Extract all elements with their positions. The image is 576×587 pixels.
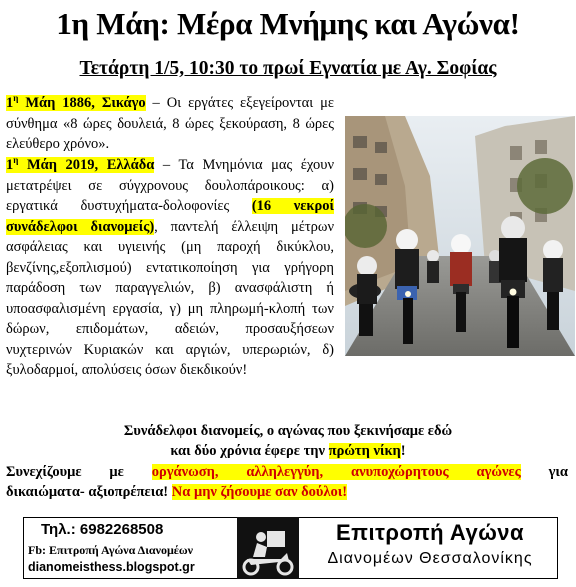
rider-logo-illustration <box>237 517 299 579</box>
page-title: 1η Μάη: Μέρα Μνήμης και Αγώνα! <box>56 6 520 41</box>
paragraph-1886 <box>6 93 334 155</box>
committee-title: Επιτροπή Αγώνα <box>335 520 525 545</box>
first-victory-highlight: πρώτη νίκη <box>328 443 401 459</box>
not-slaves-highlight: Να μην ζήσουμε σαν δούλοι! <box>171 484 348 500</box>
organization-highlight: οργάνωση, αλληλεγγύη, ανυποχώρητους αγώνες <box>151 464 521 480</box>
paragraph-2019-text-b: , παντελή έλλειψη μέτρων ασφάλειας και υγιεινής (μη παροχή δικύκλου, βενζίνης,εξοπλισμού) εντατικοποίηση για γρήγορη παράδοση των παραγγελιών, β) ανασφάλιστη ή υποασφαλισμένη εργασία, γ) μη πληρωμή-κλοπή των δώρων, επιδομάτων, αδειών, προσαυξήσεων νυχτερινών Κυριακών και αργιών, υπερωριών, δ) ξυλοδαρμοί, απολύσεις όσων διεκδικούν! <box>6 218 335 378</box>
paragraph-2019 <box>6 155 334 381</box>
blog-link: dianomeisthess.blogspot.gr <box>28 560 195 574</box>
paragraph-1886-text: – Οι εργάτες εξεγείρονται με σύνθημα «8 ώρες δουλειά, 8 ώρες ξεκούραση, 8 ώρες ελεύθερο χρόνο». <box>6 95 334 152</box>
motorcycle-riders-photo <box>345 116 575 356</box>
committee-name <box>304 519 556 577</box>
heading-superscript: η <box>13 93 19 103</box>
solidarity-line-2-end: ! <box>400 443 406 459</box>
slogan-line-2 <box>6 482 568 503</box>
victims-highlight: (16 νεκροί συνάδελφοι διανομείς) <box>6 198 334 235</box>
slogan-line-2-text: δικαιώματα- αξιοπρέπεια! <box>6 484 172 500</box>
solidarity-line-2-text: και δύο χρόνια έφερε την <box>170 443 329 459</box>
heading-text: Μάη 1886, Σικάγο <box>18 95 146 111</box>
heading-number: 1 <box>6 95 14 111</box>
event-details: Τετάρτη 1/5, 10:30 το πρωί Εγνατία με Αγ. Σοφίας <box>79 58 497 79</box>
solidarity-line-2 <box>0 441 576 461</box>
slogan-line-1-text: Συνεχίζουμε με <box>6 464 152 480</box>
paragraph-2019-text-a: – Τα Μνημόνια μας έχουν μετατρέψει σε σύγχρονους δουλοπάροικους: α) εργατικά δυστυχήματα-δολοφονίες <box>6 157 334 214</box>
solidarity-line-1: Συνάδελφοι διανομείς, ο αγώνας που ξεκινήσαμε εδώ <box>123 423 453 439</box>
riders-photo-illustration <box>345 116 575 356</box>
paragraph-1886-heading <box>6 95 146 111</box>
phone-number: Τηλ.: 6982268508 <box>41 521 164 538</box>
slogan-line-1-end: για <box>520 464 568 480</box>
committee-subtitle: Διανομέων Θεσσαλονίκης <box>327 550 533 567</box>
slogan-line-1 <box>6 462 568 483</box>
heading-text: Μάη 2019, Ελλάδα <box>18 157 155 173</box>
delivery-rider-logo-icon <box>237 517 299 579</box>
heading-superscript: η <box>13 155 19 165</box>
heading-number: 1 <box>6 157 14 173</box>
facebook-page: Fb: Επιτροπή Αγώνα Διανομέων <box>28 543 194 557</box>
paragraph-2019-heading <box>6 157 154 173</box>
